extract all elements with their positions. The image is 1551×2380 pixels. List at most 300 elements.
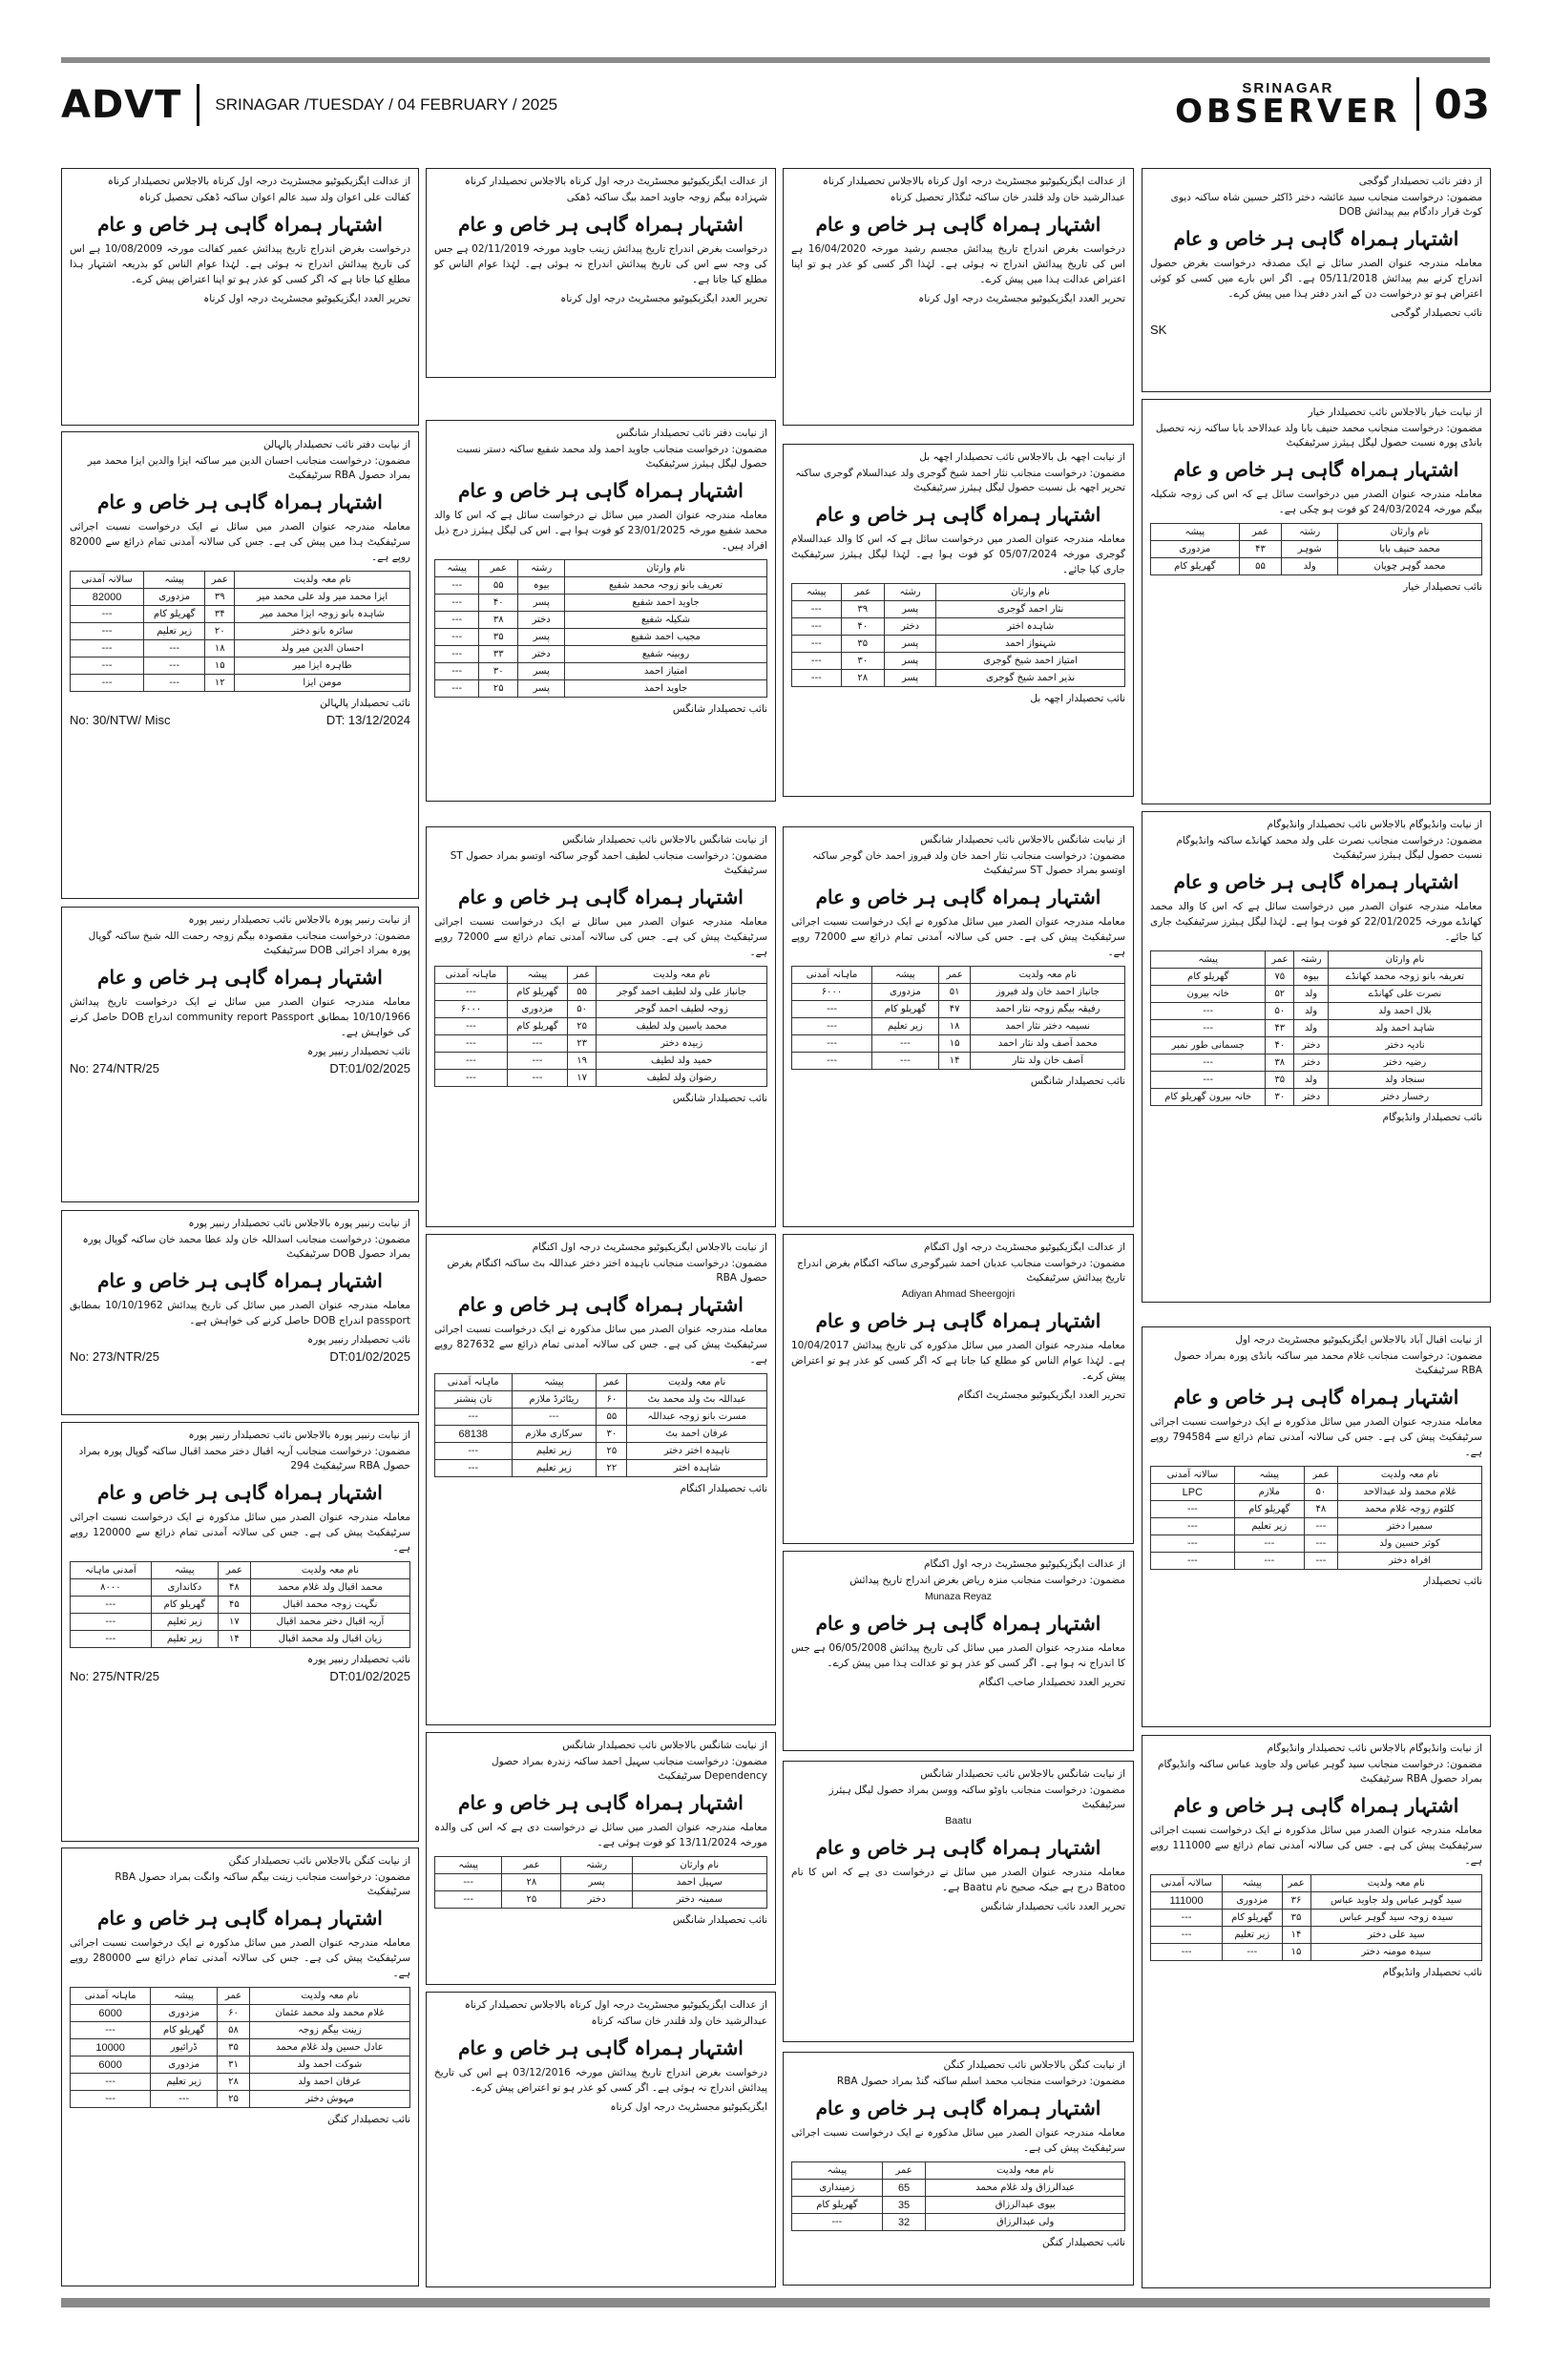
table-cell: ۳۵ [479, 629, 518, 646]
notice-body: معاملہ مندرجہ عنوان الصدر میں سائل نے ایک درخواست نسبت اجرائی سرٹیفکیٹ پیش کی ہے۔ جس کی سالانہ آمدنی تمام ذرائع سے 72000 روپے ہے۔ [434, 916, 768, 958]
notice-box [783, 1234, 1134, 1544]
notice-court: از نیابت بالاجلاس ایگزیکیوٹیو مجسٹریٹ درجہ اول اکنگام [532, 1242, 767, 1253]
table-header-cell: نام وارثان [1338, 524, 1482, 541]
table-cell: --- [792, 1018, 872, 1035]
table-header-cell: پیشہ [792, 2162, 883, 2180]
table-header-cell: عمر [841, 584, 884, 601]
notice-body: معاملہ مندرجہ عنوان الصدر میں سائل مذکورہ نے ایک درخواست نسبت اجرائی سرٹیفکیٹ پیش کی ہے۔ جس کی سالانہ آمدنی تمام ذرائع سے 111000 روپے ہے۔ [1150, 1825, 1483, 1867]
section-label: ADVT [61, 83, 182, 127]
notice-body: معاملہ مندرجہ عنوان الصدر میں سائل مذکورہ نے ایک درخواست نسبت اجرائی سرٹیفکیٹ پیش کی ہے۔ جس کی سالانہ آمدنی تمام ذرائع سے 794584 روپے ہے۔ [1150, 1416, 1483, 1458]
table-row [792, 636, 1125, 653]
table-cell: شکیلہ شفیع [565, 612, 767, 629]
table-cell: سنجاد ولد [1328, 1072, 1481, 1089]
notice-court: از نیابت کنگن بالاجلاس نائب تحصیلدار کنگن [228, 1855, 410, 1867]
table-row [1151, 1054, 1482, 1072]
table-row [1151, 1484, 1482, 1501]
notice-court: از نیابت رنبیر پورہ بالاجلاس نائب تحصیلدار رنبیر پورہ [188, 1218, 410, 1229]
table-cell: دکانداری [151, 1579, 218, 1597]
table-cell: پسر [518, 595, 565, 612]
table-cell: عبدالرزاق ولد غلام محمد [926, 2180, 1125, 2197]
notice-signature: نائب تحصیلدار وانڈیوگام [1382, 1112, 1482, 1123]
table-cell: ۳۳ [479, 646, 518, 663]
table-cell: --- [1151, 1910, 1223, 1927]
table-row [71, 1579, 410, 1597]
notice-signature: نائب تحصیلدار گوگجی [1391, 307, 1482, 319]
table-cell: آریہ اقبال دختر محمد اقبال [250, 1614, 409, 1631]
notice-court: از نیابت خیار بالاجلاس نائب تحصیلدار خیار [1308, 407, 1482, 418]
page-header-left [61, 76, 557, 134]
table-row [435, 646, 767, 663]
notice-subject: مضمون: درخواست منجانب عدیان احمد شیرگوجری ساکنہ اکنگام بغرض اندراج تاریخ پیدائش سرٹیفکیٹ [797, 1258, 1125, 1284]
table-cell: --- [792, 636, 842, 653]
notice-subject: مضمون: درخواست منجانب نثار احمد خان ولد فیروز احمد خان گوجر ساکنہ اوتسو بمراد حصول ST سرٹیفکیٹ [812, 850, 1125, 876]
table-cell: شاہدہ اختر [627, 1460, 767, 1477]
table-header-cell: پیشہ [144, 572, 205, 589]
table-row [792, 653, 1125, 670]
table-header-row [71, 1988, 410, 2005]
notice-subject: مضمون: درخواست منجانب آریہ اقبال دختر محمد اقبال ساکنہ گوپال پورہ بمراد حصول RBA سرٹیفکیٹ 294 [78, 1446, 410, 1472]
table-cell: مزدوری [1151, 541, 1240, 558]
notice-signature: تحریر العدد ایگزیکیوٹیو مجسٹریٹ درجہ اول کرناہ [203, 293, 410, 304]
table-cell: LPC [1151, 1484, 1235, 1501]
table-cell: --- [435, 1018, 508, 1035]
notice-court: از نیابت رنبیر پورہ بالاجلاس نائب تحصیلدار رنبیر پورہ [188, 914, 410, 926]
notice-table [791, 966, 1125, 1070]
table-header-cell: نام معہ ولدیت [926, 2162, 1125, 2180]
table-row [435, 1426, 767, 1443]
notice-subject: مضمون: درخواست منجانب نثار احمد شیخ گوجری ولد عبدالسلام گوجری ساکنہ تحریر اچھہ بل نسبت حصول لیگل ہیئرز سرٹیفکیٹ [795, 468, 1125, 493]
table-cell: رضیہ دختر [1328, 1054, 1481, 1072]
table-row [435, 577, 767, 595]
table-cell: --- [71, 623, 144, 640]
table-header-cell: نام معہ ولدیت [250, 1562, 409, 1579]
notice-subject: مضمون: درخواست منجانب مقصودہ بیگم زوجہ رحمت اللہ شیخ ساکنہ گوپال پورہ بمراد اجرائی DOB سرٹیفکیٹ [88, 930, 410, 956]
table-cell: دختر [884, 618, 935, 636]
notice-body: معاملہ مندرجہ عنوان الصدر میں سائل مذکورہ نے ایک درخواست نسبت اجرائی سرٹیفکیٹ پیش کی ہے۔ [791, 2127, 1125, 2154]
notice-subject: مضمون: درخواست منجانب غلام محمد میر ساکنہ بانڈی پورہ بمراد حصول RBA سرٹیفکیٹ [1173, 1350, 1482, 1376]
notice-subject: مضمون: درخواست منجانب ناہیدہ اختر دختر عبداللہ بٹ ساکنہ اکنگام بغرض حصول RBA [447, 1258, 767, 1284]
notice-box [61, 1422, 419, 1842]
table-cell: --- [71, 640, 144, 658]
table-header-cell: رشتہ [518, 560, 565, 577]
table-row [435, 1443, 767, 1460]
table-cell: ۵۲ [1266, 986, 1294, 1003]
table-cell: ۳۸ [479, 612, 518, 629]
table-cell: ولد [1294, 986, 1329, 1003]
notice-signature: نائب تحصیلدار وانڈیوگام [1382, 1967, 1482, 1978]
notice-subject: مضمون: درخواست منجانب زینت بیگم ساکنہ وانگت بمراد حصول RBA سرٹیفکیٹ [115, 1871, 410, 1897]
table-cell: ۳۵ [841, 636, 884, 653]
table-row [71, 1614, 410, 1631]
table-cell: --- [1151, 1054, 1266, 1072]
notice-subject: مضمون: درخواست منجانب سید گوہر عباس ولد جاوید عباس ساکنہ وانڈیوگام بمراد حصول RBA سرٹیفکیٹ [1157, 1759, 1482, 1785]
table-cell: ۳۹ [841, 601, 884, 618]
table-cell: --- [512, 1409, 597, 1426]
notice-body: معاملہ مندرجہ عنوان الصدر سائل نے ایک مصدقہ درخواست بغرض حصول اندراج کرنے بیم پیدائش 05/11/2018 ہے۔ اگر اس بارے میں کسی کو کوئی اعتراض ہو تو درخواست دن کے اندر دفتر ہذا میں پیش کرے۔ [1150, 258, 1482, 300]
table-row [1151, 1892, 1482, 1910]
table-cell: ۲۵ [218, 2091, 250, 2108]
table-row [1151, 541, 1482, 558]
table-cell: ریٹائرڈ ملازم [512, 1391, 597, 1409]
notice-heading: اشتہار ہمراہ گاہی ہر خاص و عام [815, 1309, 1101, 1332]
notice-court: از عدالت ایگزیکیوٹیو مجسٹریٹ درجہ اول کرناہ بالاجلاس تحصیلدار کرناہ [107, 176, 410, 187]
notice-body: معاملہ مندرجہ عنوان الصدر میں سائل مذکورہ کی تاریخ پیدائش 10/04/2017 ہے۔ لہٰذا عوام الناس کو مطلع کیا جاتا ہے کہ اگر کسی کو عذر ہو تو اعتراض پیش کرے۔ [791, 1340, 1125, 1382]
table-cell: --- [435, 680, 479, 698]
table-cell: گھریلو کام [792, 2197, 883, 2214]
table-cell: ۸۰۰۰ [71, 1579, 152, 1597]
table-header-cell: پیشہ [151, 1988, 218, 2005]
notice-box [783, 1551, 1134, 1751]
notice-table [70, 571, 410, 692]
table-cell: ۵۸ [218, 2022, 250, 2039]
table-cell: پسر [884, 653, 935, 670]
table-cell: ۳۰ [1266, 1089, 1294, 1106]
table-cell: ۳۰ [841, 653, 884, 670]
table-cell: مجیب احمد شفیع [565, 629, 767, 646]
table-cell: مزدوری [151, 2005, 218, 2022]
reference-date: DT:01/02/2025 [329, 1061, 410, 1075]
table-cell: زبیدہ دختر [597, 1035, 767, 1053]
table-cell: بیوی عبدالرزاق [926, 2197, 1125, 2214]
table-header-cell: رشتہ [1294, 951, 1329, 969]
table-row [435, 1391, 767, 1409]
table-cell: ۴۳ [1266, 1020, 1294, 1037]
table-cell: --- [144, 675, 205, 692]
notice-reference [70, 1061, 410, 1075]
table-cell: --- [435, 1070, 508, 1087]
table-cell: ۳۰ [479, 663, 518, 680]
table-cell: گھریلو کام [1234, 1501, 1304, 1518]
table-cell: ولد [1282, 558, 1338, 575]
table-cell: --- [71, 675, 144, 692]
table-cell: شاہدہ بانو زوجہ ایزا محمد میر [235, 606, 410, 623]
table-cell: پسر [561, 1874, 632, 1891]
notice-court: از دفتر نائب تحصیلدار گوگجی [1358, 176, 1482, 187]
notice-heading: اشتہار ہمراہ گاہی ہر خاص و عام [458, 213, 744, 236]
table-row [1151, 1037, 1482, 1054]
table-row [792, 2214, 1125, 2231]
table-cell: مزدوری [144, 589, 205, 606]
table-cell: ۵۵ [567, 984, 596, 1001]
table-header-row [792, 967, 1125, 984]
table-cell: پسر [518, 629, 565, 646]
notice-box [1142, 399, 1491, 804]
table-cell: ۵۵ [597, 1409, 627, 1426]
table-cell: ۲۵ [597, 1443, 627, 1460]
table-row [1151, 1518, 1482, 1535]
table-cell: ۱۵ [938, 1035, 971, 1053]
table-cell: ڈرائیور [151, 2039, 218, 2056]
notice-heading: اشتہار ہمراہ گاہی ہر خاص و عام [1173, 870, 1459, 893]
table-row [1151, 1072, 1482, 1089]
table-cell: 111000 [1151, 1892, 1223, 1910]
notice-latin-name: Baatu [945, 1815, 972, 1827]
table-cell: --- [435, 1460, 513, 1477]
notice-table [434, 1856, 767, 1909]
notice-box [426, 826, 776, 1227]
table-cell: ۱۷ [567, 1070, 596, 1087]
table-cell: گھریلو کام [144, 606, 205, 623]
table-cell: مزدوری [872, 984, 939, 1001]
reference-number: No: 275/NTR/25 [70, 1669, 159, 1683]
table-cell: کوثر حسین ولد [1338, 1535, 1482, 1553]
table-cell: --- [435, 663, 479, 680]
table-cell: ۲۸ [841, 670, 884, 687]
notice-reference [1150, 323, 1482, 337]
table-row [71, 2005, 410, 2022]
table-header-cell: نام وارثان [936, 584, 1125, 601]
table-header-cell: نام وارثان [632, 1857, 766, 1874]
notice-subject: مضمون: درخواست منجانب محمد حنیف بابا ولد عبدالاحد بابا ساکنہ زنہ تحصیل بانڈی پورہ نسبت حصول لیگل ہیئرز سرٹیفکیٹ [1155, 423, 1482, 449]
table-header-cell: پیشہ [512, 1374, 597, 1391]
table-row [1151, 558, 1482, 575]
table-header-cell: نام معہ ولدیت [1310, 1875, 1481, 1892]
table-cell: گھریلو کام [151, 2022, 218, 2039]
table-row [71, 606, 410, 623]
table-cell: ولد [1294, 1072, 1329, 1089]
notice-table [791, 2161, 1125, 2231]
notice-subject: مضمون: درخواست منجانب لطیف احمد گوجر ساکنہ اوتسو بمراد حصول ST سرٹیفکیٹ [450, 850, 767, 876]
table-cell: --- [1304, 1518, 1337, 1535]
table-header-cell: عمر [1266, 951, 1294, 969]
table-row [792, 1035, 1125, 1053]
table-cell: --- [435, 1053, 508, 1070]
table-header-cell: آمدنی ماہانہ [71, 1562, 152, 1579]
table-cell: --- [435, 577, 479, 595]
notice-body: معاملہ مندرجہ عنوان الصدر میں سائل نے درخواست سائل ہے کہ اس کا والد محمد شفیع مورخہ 23/01/2025 کو فوت ہوا ہے۔ اس کی لیگل ہیئرز درج ذیل افراد ہیں۔ [434, 510, 767, 552]
table-header-cell: عمر [479, 560, 518, 577]
table-cell: ۳۵ [218, 2039, 250, 2056]
masthead-logo [1175, 79, 1401, 131]
table-header-cell: نام معہ ولدیت [597, 967, 767, 984]
table-cell: ۷۵ [1266, 969, 1294, 986]
table-cell: عادل حسین ولد غلام محمد [249, 2039, 409, 2056]
notice-body: معاملہ مندرجہ عنوان الصدر میں سائل کی تاریخ پیدائش 06/05/2008 ہے جس کا اندراج نہ ہوا ہے۔ اگر کسی کو عذر ہو تو عدالت ہذا میں پیش کرے۔ [791, 1642, 1125, 1669]
table-cell: ولی عبدالرزاق [926, 2214, 1125, 2231]
table-cell: 65 [882, 2180, 926, 2197]
table-row [71, 623, 410, 640]
table-header-cell: پیشہ [507, 967, 567, 984]
table-header-cell: سالانہ آمدنی [1151, 1467, 1235, 1484]
table-cell: محمد گوہر چوپان [1338, 558, 1482, 575]
notice-body: معاملہ مندرجہ عنوان الصدر میں درخواست سائل ہے کہ اس کی زوجہ شکیلہ بیگم مورخہ 24/03/2024 کو فوت ہو چکی ہے۔ [1150, 489, 1482, 515]
table-cell: ۳۶ [1282, 1892, 1310, 1910]
table-cell: ۳۵ [1282, 1910, 1310, 1927]
notice-body: معاملہ مندرجہ عنوان الصدر میں سائل نے درخواست دی ہے کہ اس کی والدہ مورخہ 13/11/2024 کو فوت ہوئی ہے۔ [434, 1822, 767, 1848]
notice-table [1150, 950, 1482, 1106]
notice-table [434, 966, 767, 1087]
table-header-cell: پیشہ [151, 1562, 218, 1579]
table-cell: رخسار دختر [1328, 1089, 1481, 1106]
notice-body: درخواست بغرض اندراج تاریخ پیدائش مورخہ 03/12/2016 ہے اس کی تاریخ پیدائش اندراج نہ ہوئی ہے۔ اگر کسی کو عذر ہو تو اعتراض پیش کرے۔ [434, 2067, 767, 2094]
table-cell: زیر تعلیم [151, 1614, 218, 1631]
table-cell: نسیمہ دختر نثار احمد [971, 1018, 1125, 1035]
table-header-row [435, 560, 767, 577]
table-cell: --- [435, 612, 479, 629]
table-cell: --- [1234, 1553, 1304, 1570]
table-header-cell: پیشہ [1223, 1875, 1282, 1892]
table-cell: --- [1151, 1553, 1235, 1570]
notice-signature: نائب تحصیلدار [1423, 1576, 1482, 1587]
notice-box [61, 168, 419, 426]
table-header-cell: ماہانہ آمدنی [435, 967, 508, 984]
notice-reference [70, 1669, 410, 1683]
notice-subject: مضمون: درخواست منجانب سید عائشہ دختر ڈاکٹر حسین شاہ ساکنہ دیوی کوٹ قرار دادگام بیم پیدائش DOB [1170, 192, 1482, 218]
notice-body: معاملہ مندرجہ عنوان الصدر میں سائل نے درخواست دی ہے کہ اس کا نام Batoo درج ہے جبکہ صحیح نام Baatu ہے۔ [791, 1867, 1125, 1893]
notice-table [434, 559, 767, 698]
notice-court: از نیابت دفتر نائب تحصیلدار شانگس [616, 428, 767, 439]
table-cell: --- [507, 1070, 567, 1087]
table-row [1151, 1020, 1482, 1037]
table-cell: گھریلو کام [1223, 1910, 1282, 1927]
notice-heading: اشتہار ہمراہ گاہی ہر خاص و عام [97, 1481, 383, 1504]
table-header-cell: عمر [502, 1857, 561, 1874]
table-cell: --- [1151, 1535, 1235, 1553]
table-cell: مزدوری [507, 1001, 567, 1018]
table-cell: نگہت زوجہ محمد اقبال [250, 1597, 409, 1614]
table-cell: --- [792, 653, 842, 670]
notice-table [70, 1987, 410, 2108]
table-header-cell: رشتہ [884, 584, 935, 601]
table-cell: غلام محمد ولد محمد عثمان [249, 2005, 409, 2022]
table-cell: شوکت احمد ولد [249, 2056, 409, 2074]
table-cell: ۴۰ [1266, 1037, 1294, 1054]
table-cell: --- [1304, 1553, 1337, 1570]
table-row [1151, 969, 1482, 986]
table-cell: --- [435, 1891, 502, 1909]
table-row [435, 680, 767, 698]
table-cell: ۱۵ [1282, 1944, 1310, 1961]
table-cell: --- [435, 1874, 502, 1891]
notice-subject: مضمون: درخواست منجانب احسان الدین میر ساکنہ ایزا والدین ایزا محمد میر بمراد حصول RBA سرٹیفکیٹ [87, 455, 410, 481]
table-cell: امتیاز احمد [565, 663, 767, 680]
notice-box [783, 444, 1134, 797]
table-cell: ۵۰ [1304, 1484, 1337, 1501]
table-cell: 82000 [71, 589, 144, 606]
table-cell: ۱۲ [205, 675, 235, 692]
table-cell: سید علی دختر [1310, 1927, 1481, 1944]
notice-court: از نیابت وانڈیوگام بالاجلاس نائب تحصیلدار وانڈیوگام [1267, 819, 1482, 830]
notice-court: از عدالت ایگزیکیوٹیو مجسٹریٹ درجہ اول کرناہ بالاجلاس تحصیلدار کرناہ [464, 176, 767, 187]
notice-box [1142, 1735, 1491, 2288]
table-cell: --- [71, 606, 144, 623]
table-cell: سہیل احمد [632, 1874, 766, 1891]
table-cell: ۲۸ [218, 2074, 250, 2091]
notice-box [426, 420, 776, 802]
notice-box [61, 431, 419, 899]
table-header-cell: رشتہ [561, 1857, 632, 1874]
page-number: 03 [1434, 80, 1490, 128]
notice-signature: نائب تحصیلدار پالہالن [320, 698, 410, 709]
table-row [1151, 1927, 1482, 1944]
table-row [435, 663, 767, 680]
table-cell: بیوہ [1294, 969, 1329, 986]
table-cell: پسر [518, 680, 565, 698]
notice-heading: اشتہار ہمراہ گاہی ہر خاص و عام [815, 886, 1101, 908]
notice-box [426, 1234, 776, 1725]
table-cell: --- [1151, 1020, 1266, 1037]
table-cell: ایزا محمد میر ولد علی محمد میر [235, 589, 410, 606]
notice-body: معاملہ مندرجہ عنوان الصدر میں سائل مذکورہ نے ایک درخواست نسبت اجرائی سرٹیفکیٹ پیش کی ہے۔ جس کی سالانہ آمدنی تمام ذرائع سے 827632 روپے ہے۔ [434, 1324, 767, 1366]
notice-heading: اشتہار ہمراہ گاہی ہر خاص و عام [97, 491, 383, 513]
table-cell: سرکاری ملازم [512, 1426, 597, 1443]
notice-signature: نائب تحصیلدار شانگس [672, 703, 767, 715]
table-cell: ۴۷ [938, 1001, 971, 1018]
notice-court: از نیابت اچھہ بل بالاجلاس نائب تحصیلدار اچھہ بل [919, 451, 1125, 463]
table-cell: نذیر احمد شیخ گوجری [936, 670, 1125, 687]
table-cell: ۳۹ [205, 589, 235, 606]
notice-latin-name: Adiyan Ahmad Sheergojri [901, 1288, 1016, 1300]
table-row [435, 1891, 767, 1909]
notice-signature: ایگزیکیوٹیو مجسٹریٹ درجہ اول کرناہ [610, 2101, 767, 2113]
table-cell: زیر تعلیم [144, 623, 205, 640]
notice-heading: اشتہار ہمراہ گاہی ہر خاص و عام [815, 1836, 1101, 1859]
notice-heading: اشتہار ہمراہ گاہی ہر خاص و عام [815, 503, 1101, 526]
notice-court: از عدالت ایگزیکیوٹیو مجسٹریٹ درجہ اول کرناہ بالاجلاس تحصیلدار کرناہ [822, 176, 1125, 187]
table-cell: --- [1304, 1535, 1337, 1553]
table-cell: مسرت بانو زوجہ عبداللہ [627, 1409, 767, 1426]
table-cell: ۱۵ [205, 658, 235, 675]
table-cell: 6000 [71, 2056, 151, 2074]
table-cell: تعریف بانو زوجہ محمد شفیع [565, 577, 767, 595]
notice-court: از نیابت وانڈیوگام بالاجلاس نائب تحصیلدار وانڈیوگام [1267, 1743, 1482, 1754]
table-cell: --- [71, 658, 144, 675]
notice-signature: تحریر العدد تحصیلدار صاحب اکنگام [978, 1677, 1125, 1688]
notice-signature: تحریر العدد ایگزیکیوٹیو مجسٹریٹ اکنگام [957, 1389, 1125, 1401]
table-cell: ۳۱ [218, 2056, 250, 2074]
table-cell: --- [144, 640, 205, 658]
table-cell: امتیاز احمد شیخ گوجری [936, 653, 1125, 670]
table-header-cell: عمر [218, 1988, 250, 2005]
notice-table [1150, 1874, 1482, 1961]
table-cell: 68138 [435, 1426, 513, 1443]
table-row [1151, 1003, 1482, 1020]
table-header-cell: نام وارثان [1328, 951, 1481, 969]
table-header-cell: ماہانہ آمدنی [435, 1374, 513, 1391]
notice-subject: مضمون: درخواست منجانب محمد اسلم ساکنہ گنڈ بمراد حصول RBA [836, 2076, 1125, 2087]
table-cell: شہنواز احمد [936, 636, 1125, 653]
notice-heading: اشتہار ہمراہ گاہی ہر خاص و عام [458, 1791, 744, 1814]
notice-body: معاملہ مندرجہ عنوان الصدر میں درخواست سائل ہے کہ اس کا والد عبدالسلام گوجری مورخہ 05/07/2024 کو فوت ہوا ہے۔ لہٰذا لیگل ہیئرز سرٹیفکیٹ جاری کیا جائے۔ [791, 533, 1125, 575]
table-row [1151, 986, 1482, 1003]
table-row [71, 2074, 410, 2091]
notice-heading: اشتہار ہمراہ گاہی ہر خاص و عام [1173, 227, 1459, 250]
table-cell: زیر تعلیم [151, 1631, 218, 1648]
notice-table [1150, 523, 1482, 575]
table-cell: --- [507, 1035, 567, 1053]
notice-signature: نائب تحصیلدار رنبیر پورہ [306, 1046, 410, 1057]
table-cell: جاوید احمد شفیع [565, 595, 767, 612]
notice-subject: عبدالرشید خان ولد قلندر خان ساکنہ ٹنگڈار تحصیل کرناہ [890, 192, 1125, 203]
table-cell: --- [151, 2091, 218, 2108]
table-cell: ۶۰۰۰ [435, 1001, 508, 1018]
reference-date: DT:01/02/2025 [329, 1349, 410, 1364]
table-header-cell: عمر [567, 967, 596, 984]
table-cell: --- [507, 1053, 567, 1070]
table-cell: زیر تعلیم [1223, 1927, 1282, 1944]
table-cell: ملازم [1234, 1484, 1304, 1501]
table-cell: زیر تعلیم [872, 1018, 939, 1035]
notice-court: از عدالت ایگزیکیوٹیو مجسٹریٹ درجہ اول اکنگام [923, 1558, 1125, 1570]
table-row [792, 670, 1125, 687]
table-header-cell: عمر [1304, 1467, 1337, 1484]
notice-signature: تحریر العدد ایگزیکیوٹیو مجسٹریٹ درجہ اول کرناہ [918, 293, 1125, 304]
table-header-cell: پیشہ [1151, 524, 1240, 541]
table-header-cell: پیشہ [435, 560, 479, 577]
notice-subject: مضمون: درخواست منجانب سہیل احمد ساکنہ زندرہ بمراد حصول Dependency سرٹیفکیٹ [492, 1756, 767, 1782]
table-cell: --- [792, 601, 842, 618]
notice-box [783, 1761, 1134, 2042]
